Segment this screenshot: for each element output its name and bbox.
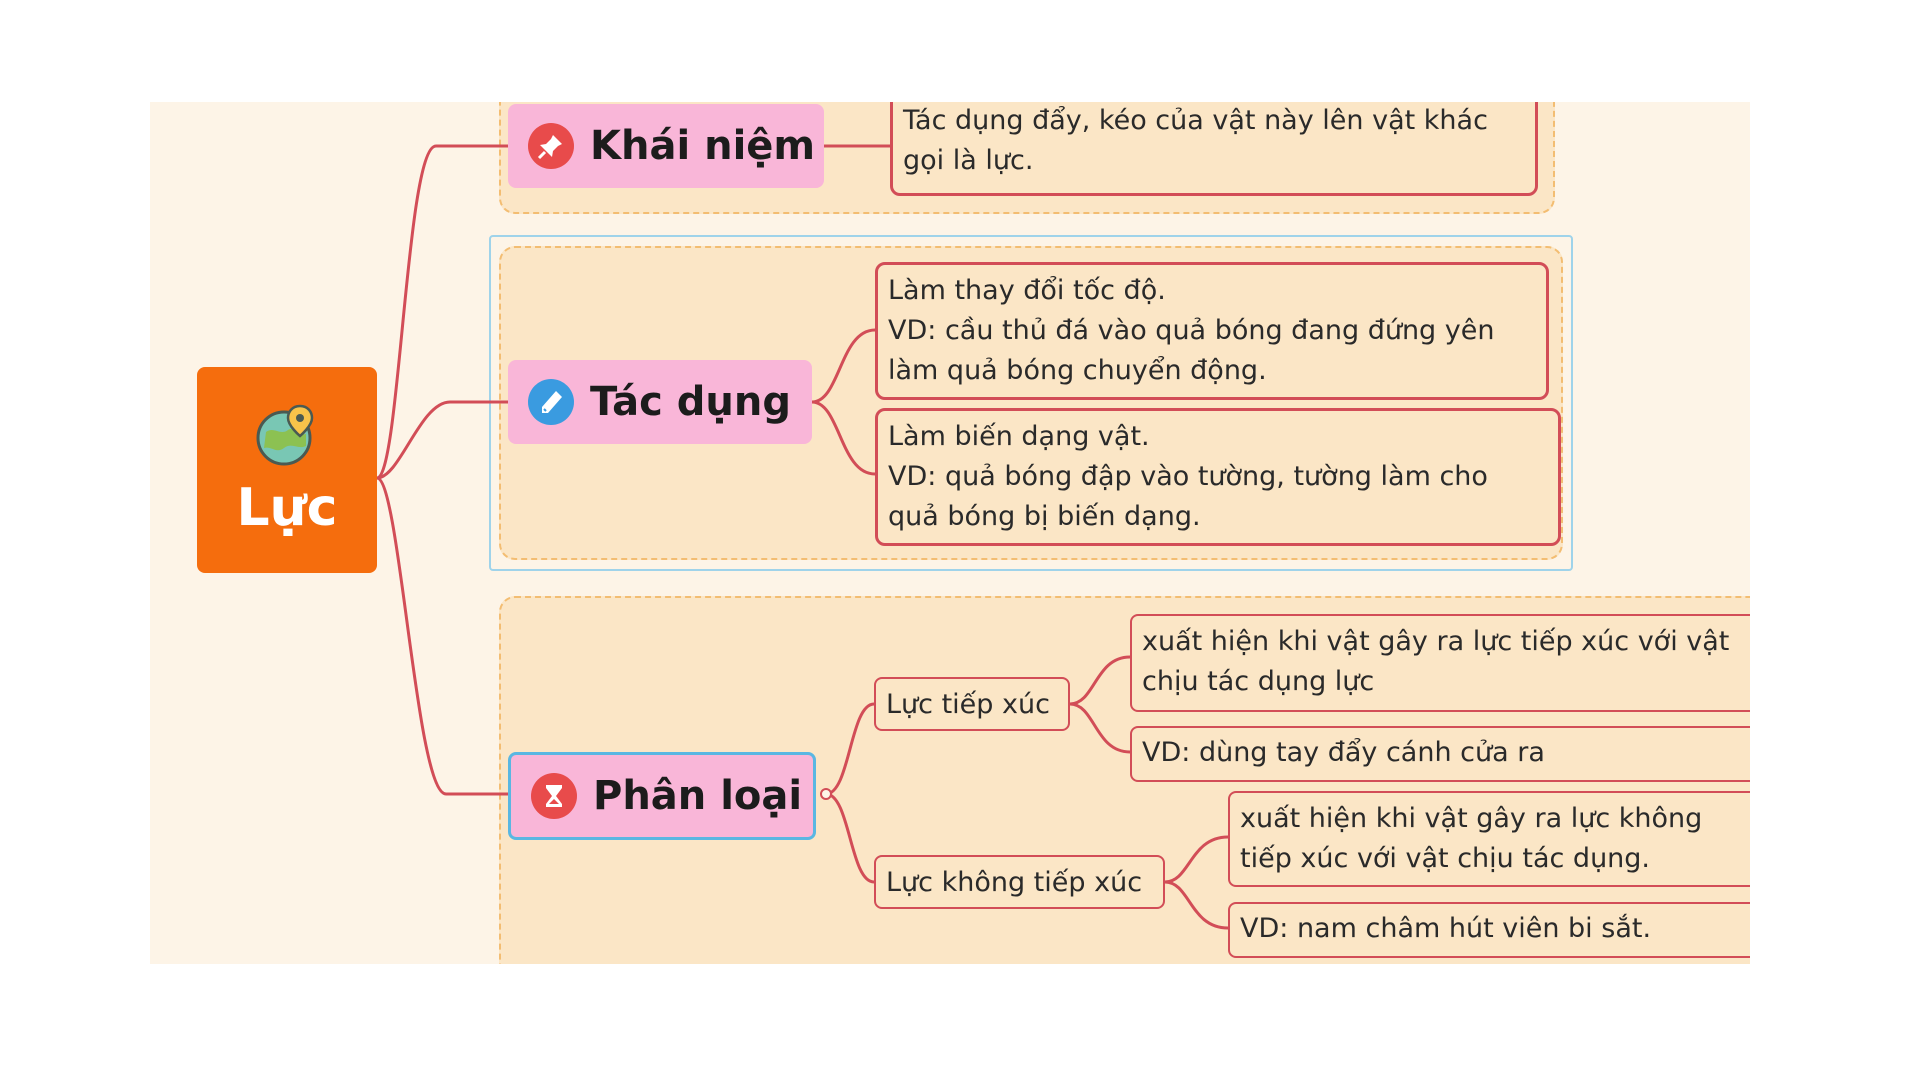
tac-dung-item-1-line-1: Làm thay đổi tốc độ. (888, 275, 1166, 306)
tac-dung-item-2-line-1: Làm biến dạng vật. (888, 421, 1150, 452)
link-root-phan-loai (377, 478, 508, 794)
link-root-tac-dung (377, 402, 508, 478)
tac-dung-item-1-line-3: làm quả bóng chuyển động. (888, 355, 1267, 386)
tac-dung-item-1[interactable] (875, 262, 1549, 400)
hourglass-icon (531, 773, 577, 819)
link-sub1-detail1 (1070, 657, 1130, 704)
root-label: Lực (236, 478, 338, 538)
topic-phan-loai[interactable] (508, 752, 816, 840)
link-root-khai-niem (377, 146, 508, 478)
tac-dung-item-2[interactable] (875, 408, 1561, 546)
sub-luc-tiep-xuc[interactable] (874, 677, 1070, 731)
khai-niem-definition[interactable] (890, 102, 1538, 196)
luc-khong-tiep-xuc-detail-2[interactable] (1228, 902, 1750, 958)
luc-tiep-xuc-detail-1-line-2: chịu tác dụng lực (1142, 666, 1375, 697)
luc-khong-tiep-xuc-detail-1-line-1: xuất hiện khi vật gây ra lực không (1240, 803, 1703, 834)
topic-khai-niem-label: Khái niệm (590, 123, 816, 169)
tac-dung-item-2-line-3: quả bóng bị biến dạng. (888, 501, 1201, 532)
luc-khong-tiep-xuc-detail-1-line-2: tiếp xúc với vật chịu tác dụng. (1240, 843, 1651, 874)
khai-niem-line-1: Tác dụng đẩy, kéo của vật này lên vật khác (903, 105, 1488, 136)
luc-khong-tiep-xuc-detail-2-line-1: VD: nam châm hút viên bi sắt. (1240, 913, 1652, 944)
root-topic[interactable] (197, 367, 377, 573)
globe-location-icon (254, 402, 320, 468)
link-tac-dung-item2 (812, 402, 875, 474)
link-sub1-detail2 (1070, 704, 1130, 752)
pin-icon (528, 123, 574, 169)
sub-luc-tiep-xuc-label: Lực tiếp xúc (886, 688, 1050, 720)
khai-niem-line-2: gọi là lực. (903, 145, 1034, 176)
topic-tac-dung[interactable] (508, 360, 812, 444)
topic-phan-loai-label: Phân loại (593, 773, 803, 819)
luc-khong-tiep-xuc-detail-1[interactable] (1228, 791, 1750, 887)
mind-map-canvas (150, 102, 1750, 964)
link-sub2-detail1 (1165, 837, 1228, 882)
sub-luc-khong-tiep-xuc[interactable] (874, 855, 1165, 909)
link-phan-loai-sub2 (826, 794, 874, 882)
luc-tiep-xuc-detail-1-line-1: xuất hiện khi vật gây ra lực tiếp xúc với vật (1142, 626, 1730, 657)
collapse-toggle[interactable] (820, 788, 832, 800)
link-tac-dung-item1 (812, 330, 875, 402)
link-sub2-detail2 (1165, 882, 1228, 928)
topic-tac-dung-label: Tác dụng (590, 379, 791, 425)
luc-tiep-xuc-detail-2-line-1: VD: dùng tay đẩy cánh cửa ra (1142, 737, 1545, 768)
tac-dung-item-2-line-2: VD: quả bóng đập vào tường, tường làm cho (888, 461, 1488, 492)
luc-tiep-xuc-detail-1[interactable] (1130, 614, 1750, 712)
topic-khai-niem[interactable] (508, 104, 824, 188)
tac-dung-item-1-line-2: VD: cầu thủ đá vào quả bóng đang đứng yên (888, 315, 1495, 346)
pencil-icon (528, 379, 574, 425)
luc-tiep-xuc-detail-2[interactable] (1130, 726, 1750, 782)
link-phan-loai-sub1 (826, 704, 874, 794)
sub-luc-khong-tiep-xuc-label: Lực không tiếp xúc (886, 866, 1143, 898)
